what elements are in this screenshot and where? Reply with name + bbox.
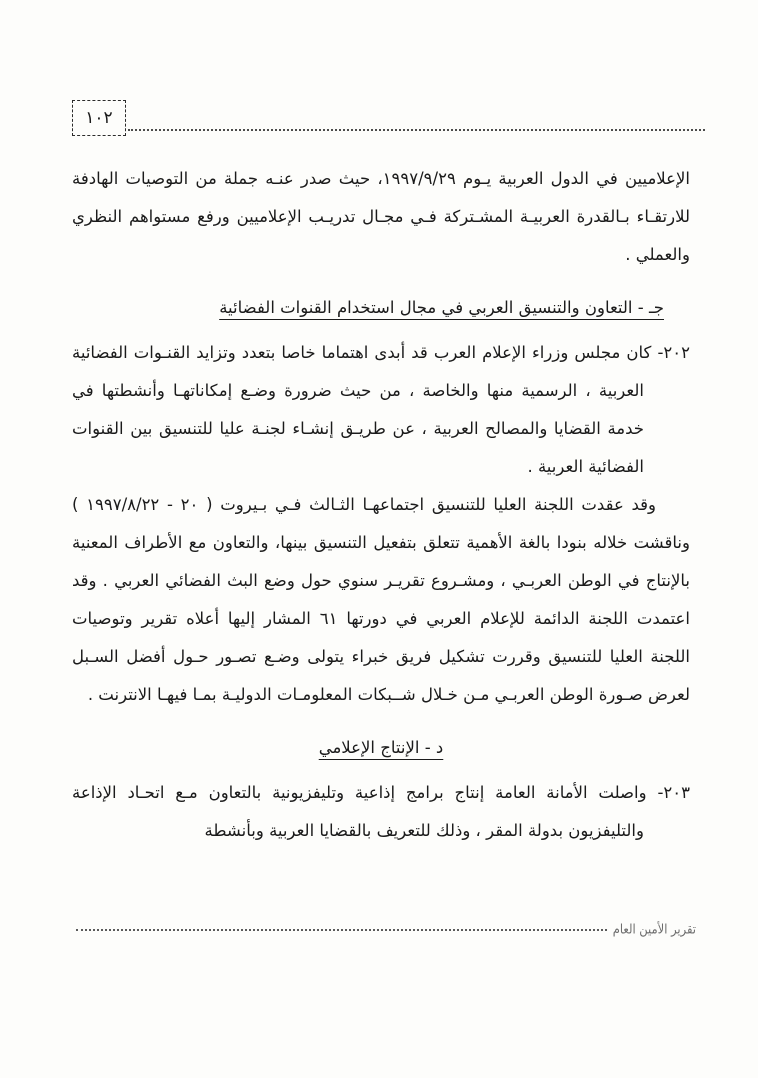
page-number-box bbox=[72, 100, 126, 136]
paragraph-202-continued: وقد عقدت اللجنة العليا للتنسيق اجتماعهـا الثـالث فـي بـيروت ( ٢٠ - ١٩٩٧/٨/٢٢ ) وناقشت خلاله بنودا بالغة الأهمية تتعلق بتفعيل التنسيق بينها، والتعاون مع الأطراف المعنية بالإنتاج في الوطن العربـي ، ومشـروع تقريـر سنوي حول وضع البث الفضائي العربي . وقد اعتمدت اللجنة الدائمة للإعلام العربي في دورتها ٦١ المشار إليها أعلاه تقرير وتوصيات اللجنة العليا للتنسيق وقررت تشكيل فريق خبراء يتولى وضـع تصـور حـول أفضل السـبل لعرض صـورة الوطن العربـي مـن خـلال شــبكات المعلومـات الدوليـة بمـا فيهـا الانترنت . bbox=[72, 495, 690, 704]
document-content bbox=[72, 160, 690, 850]
section-heading-d-text: د - الإنتاج الإعلامي bbox=[318, 738, 444, 757]
page-number: ١٠٢ bbox=[85, 108, 113, 128]
paragraph-202 bbox=[72, 334, 690, 486]
top-dotted-rule bbox=[128, 129, 705, 131]
paragraph-202-number: ٢٠٢- bbox=[657, 343, 690, 362]
paragraph-203 bbox=[72, 774, 690, 850]
section-heading-c bbox=[72, 289, 690, 327]
section-heading-d bbox=[72, 729, 690, 767]
page-footer bbox=[76, 922, 696, 936]
paragraph-203-text: واصلت الأمانة العامة إنتاج برامج إذاعية وتليفزيونية بالتعاون مـع اتحـاد الإذاعة والتليفزيون بدولة المقر ، وذلك للتعريف بالقضايا العربية وبأنشطة bbox=[72, 783, 647, 840]
footer-stamp: تقرير الأمين العام bbox=[612, 920, 696, 938]
footer-dotted-rule bbox=[76, 929, 607, 931]
paragraph-202-text: كان مجلس وزراء الإعلام العرب قد أبدى اهتماما خاصا بتعدد وتزايد القنـوات الفضائية العربية ، الرسمية منها والخاصة ، من حيث ضرورة وضـع إمكاناتهـا وأنشطتها في خدمة القضايا والمصالح العربية ، عن طريـق إنشـاء لجنـة عليا للتنسيق بين القنوات الفضائية العربية . bbox=[72, 343, 652, 476]
paragraph-intro: الإعلاميين في الدول العربية يـوم ١٩٩٧/٩/٢٩، حيث صدر عنـه جملة من التوصيات الهادفة للارتقـاء بـالقدرة العربيـة المشـتركة فـي مجـال تدريـب الإعلاميين ورفع مستواهم النظري والعملي . bbox=[72, 169, 690, 264]
section-heading-c-text: جـ - التعاون والتنسيق العربي في مجال استخدام القنوات الفضائية bbox=[219, 298, 664, 317]
paragraph-203-number: ٢٠٣- bbox=[657, 783, 690, 802]
